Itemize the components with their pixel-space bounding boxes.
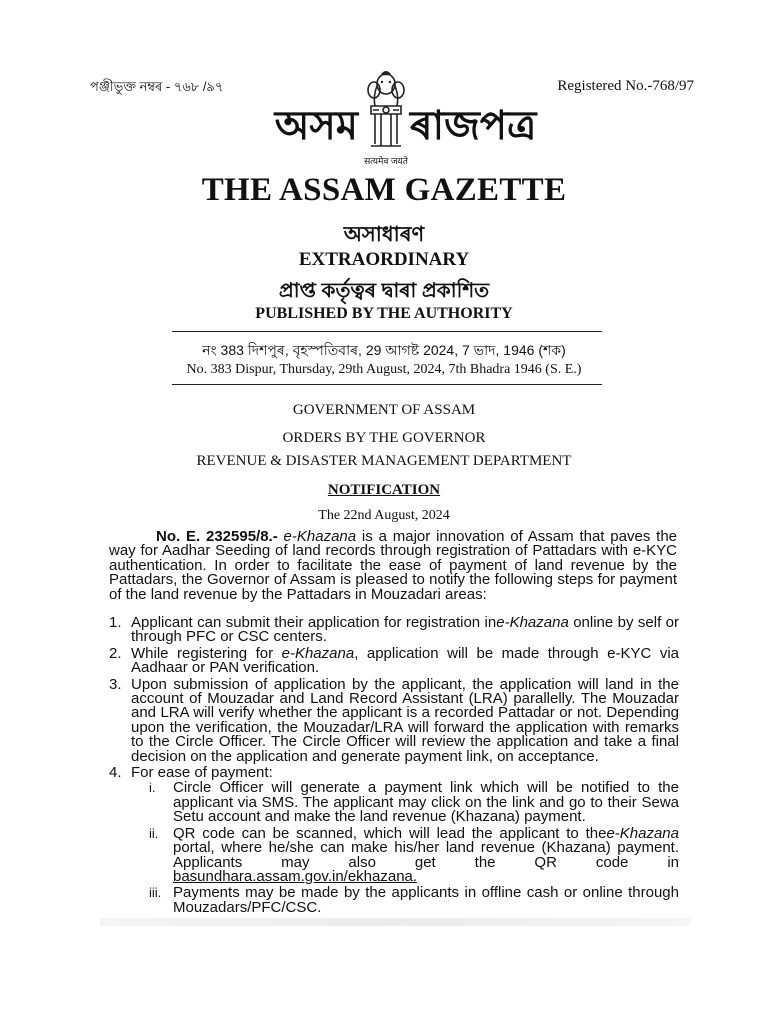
reference-number: No. E. 232595/8.- bbox=[156, 528, 278, 545]
issue-line-english: No. 383 Dispur, Thursday, 29th August, 2024, 7th Bhadra 1946 (S. E.) bbox=[186, 362, 582, 377]
list-item bbox=[109, 675, 679, 765]
list-item-number: 2. bbox=[109, 644, 122, 662]
notification-date: The 22nd August, 2024 bbox=[318, 508, 450, 523]
subitem-number: iii. bbox=[149, 885, 162, 901]
list-item-text-rest: , application will be made through e-KYC via Aadhaar or PAN verification. bbox=[131, 644, 679, 677]
payment-subitem bbox=[109, 824, 679, 885]
issue-line-assamese: নং 383 দিশপুৰ, বৃহস্পতিবাৰ, 29 আগষ্ট 2024, 7 ভাদ, 1946 (শক) bbox=[202, 342, 566, 358]
extraordinary-english: EXTRAORDINARY bbox=[298, 249, 470, 270]
title-assamese-right: ৰাজপত্ৰ bbox=[410, 104, 537, 148]
title-assamese-left: অসম bbox=[274, 104, 358, 148]
list-item bbox=[109, 766, 679, 780]
notification-heading: NOTIFICATION bbox=[327, 482, 441, 498]
list-item-ekhazana: e-Khazana bbox=[496, 614, 569, 631]
registration-number-assamese: পঞ্জীভুক্ত নম্বৰ - ৭৬৮ /৯৭ bbox=[90, 79, 224, 94]
scan-shadow bbox=[100, 918, 690, 926]
extraordinary-assamese: অসাধাৰণ bbox=[343, 223, 425, 246]
government-heading: GOVERNMENT OF ASSAM bbox=[292, 402, 476, 418]
gazette-title: THE ASSAM GAZETTE bbox=[201, 172, 567, 208]
subitem-text: Circle Officer will generate a payment link which will be notified to the applicant via SMS. The applicant may click on the link and go to their Sewa Setu account and make the land revenue (Khazana) payment. bbox=[173, 779, 679, 826]
list-item-number: 1. bbox=[109, 614, 122, 631]
notification-intro-paragraph bbox=[109, 530, 677, 602]
subitem-number: ii. bbox=[149, 825, 159, 841]
intro-text: is a major innovation of Assam that paves the way for Aadhar Seeding of land records through registration of Pattadars with e-KYC authentication. In order to facilitate the ease of payment of land revenue by the Pattadars, the Governor of Assam is pleased to notify the following steps for payment of the land revenue by the Pattadars in Mouzadari areas: bbox=[109, 528, 678, 603]
published-by-authority-assamese: প্ৰাপ্ত কৰ্তৃত্বৰ দ্বাৰা প্ৰকাশিত bbox=[278, 280, 490, 302]
intro-ekhazana: e-Khazana bbox=[283, 528, 357, 545]
list-item bbox=[109, 644, 679, 677]
orders-heading: ORDERS BY THE GOVERNOR bbox=[282, 430, 486, 446]
subitem-text-rest: portal, where he/she can make his/her land revenue (Khazana) payment. Applicants may also get the QR code in bbox=[173, 839, 679, 871]
header-divider-bottom bbox=[172, 384, 602, 385]
subitem-ekhazana: e-Khazana bbox=[606, 824, 679, 842]
registration-number-english: Registered No.-768/97 bbox=[557, 78, 694, 94]
ekhazana-portal-link[interactable]: basundhara.assam.gov.in/ekhazana. bbox=[173, 867, 418, 885]
list-item-text: For ease of payment: bbox=[131, 764, 273, 782]
emblem-motto: सत्यमेव जयते bbox=[364, 156, 408, 166]
header-divider-top bbox=[172, 331, 602, 332]
subitem-text: QR code can be scanned, which will lead the applicant to the bbox=[173, 824, 607, 842]
list-item-text-rest: online by self or through PFC or CSC centers. bbox=[131, 614, 679, 646]
national-emblem-icon bbox=[361, 66, 411, 166]
list-item-number: 3. bbox=[109, 675, 122, 693]
subitem-text: Payments may be made by the applicants in offline cash or online through Mouzadars/PFC/CSC. bbox=[173, 884, 679, 916]
department-heading: REVENUE & DISASTER MANAGEMENT DEPARTMENT bbox=[196, 453, 572, 469]
steps-list bbox=[109, 616, 679, 915]
list-item-ekhazana: e-Khazana bbox=[281, 644, 355, 662]
payment-subitem bbox=[109, 886, 679, 915]
list-item bbox=[109, 616, 679, 645]
list-item-text: Upon submission of application by the applicant, the application will land in the account of Mouzadar and Land Record Assistant (LRA) parallelly. The Mouzadar and LRA will verify whether the applicant is a recorded Pattadar or not. Depending upon the verification, the Mouzadar/LRA will forward the application with remarks to the Circle Officer. The Circle Officer will review the application and take a final decision on the application and generate payment link, on acceptance. bbox=[131, 675, 679, 765]
list-item-text: Applicant can submit their application for registration in bbox=[131, 614, 497, 631]
subitem-number: i. bbox=[149, 780, 156, 796]
list-item-number: 4. bbox=[109, 764, 122, 782]
payment-subitem bbox=[109, 781, 679, 824]
published-by-authority-english: PUBLISHED BY THE AUTHORITY bbox=[255, 305, 513, 322]
list-item-text: While registering for bbox=[131, 644, 282, 662]
